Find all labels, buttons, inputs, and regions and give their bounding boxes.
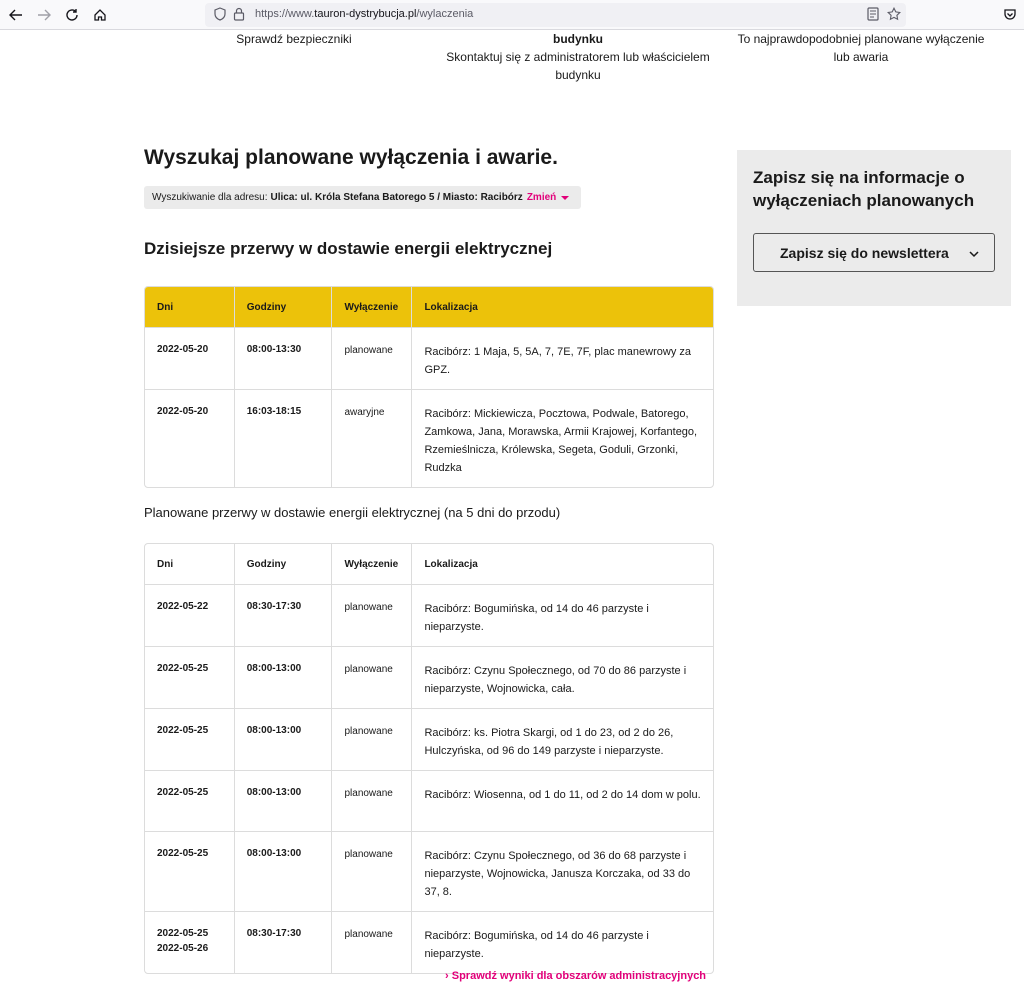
table-row	[145, 709, 713, 771]
row-type: awaryjne	[332, 390, 412, 487]
row-date: 2022-05-25	[145, 647, 235, 709]
chevron-right-icon: ›	[445, 970, 449, 982]
lock-icon[interactable]	[233, 7, 245, 26]
col-header-days: Dni	[145, 287, 235, 328]
row-date: 2022-05-25	[145, 832, 235, 912]
row-hours: 08:00-13:00	[235, 771, 333, 832]
url-text[interactable]: https://www.tauron-dystrybucja.pl/wylaczenia	[255, 8, 474, 20]
admin-areas-link-label: Sprawdź wyniki dla obszarów administracyjnych	[451, 970, 707, 982]
chevron-down-icon	[968, 247, 980, 265]
row-location: Racibórz: 1 Maja, 5, 5A, 7, 7E, 7F, plac manewrowy za GPZ.	[412, 328, 713, 390]
admin-areas-link[interactable]	[445, 970, 706, 982]
pocket-icon[interactable]	[1000, 5, 1020, 25]
reload-icon[interactable]	[62, 5, 82, 25]
planned-outages-title: Planowane przerwy w dostawie energii elektrycznej (na 5 dni do przodu)	[144, 505, 561, 520]
row-hours: 08:00-13:30	[235, 328, 333, 390]
row-type: planowane	[332, 585, 412, 647]
row-hours: 08:00-13:00	[235, 832, 333, 912]
row-date-start: 2022-05-25	[157, 928, 209, 939]
bookmark-star-icon[interactable]	[887, 7, 901, 26]
today-outages-title: Dzisiejsze przerwy w dostawie energii elektrycznej	[144, 239, 553, 258]
forward-icon[interactable]	[34, 5, 54, 25]
row-type: planowane	[332, 709, 412, 771]
address-filter	[144, 186, 581, 209]
table-header-row	[145, 544, 713, 585]
top-snippet-planned-outage: To najprawdopodobniej planowane wyłączenie lub awaria	[737, 32, 985, 64]
caret-down-icon[interactable]	[561, 196, 569, 200]
row-date: 2022-05-25	[145, 771, 235, 832]
row-location: Racibórz: ks. Piotra Skargi, od 1 do 23, od 2 do 26, Hulczyńska, od 96 do 149 parzyste i nieparzyste.	[412, 709, 713, 771]
row-hours: 08:00-13:00	[235, 647, 333, 709]
row-location: Racibórz: Wiosenna, od 1 do 11, od 2 do 14 dom w polu.	[412, 771, 713, 832]
newsletter-button[interactable]	[753, 233, 995, 272]
address-label: Wyszukiwanie dla adresu:	[152, 192, 268, 203]
table-row	[145, 912, 713, 973]
address-value: Ulica: ul. Króla Stefana Batorego 5 / Miasto: Racibórz	[270, 192, 523, 203]
change-address-link[interactable]: Zmień	[526, 192, 557, 203]
table-row	[145, 771, 713, 832]
reader-view-icon[interactable]	[867, 7, 879, 26]
planned-outages-table	[144, 543, 714, 974]
row-date: 2022-05-20	[145, 390, 235, 487]
page-title: Wyszukaj planowane wyłączenia i awarie.	[144, 146, 558, 169]
back-icon[interactable]	[6, 5, 26, 25]
row-hours: 08:00-13:00	[235, 709, 333, 771]
col-header-location: Lokalizacja	[412, 287, 713, 328]
col-header-location: Lokalizacja	[412, 544, 713, 585]
col-header-hours: Godziny	[235, 544, 333, 585]
table-header-row	[145, 287, 713, 328]
row-hours: 08:30-17:30	[235, 912, 333, 973]
home-icon[interactable]	[90, 5, 110, 25]
row-type: planowane	[332, 647, 412, 709]
row-location: Racibórz: Mickiewicza, Pocztowa, Podwale, Batorego, Zamkowa, Jana, Morawska, Armii Krajowej, Korfantego, Rzemieślnicza, Królewska, Segeta, Goduli, Grzonki, Rudzka	[424, 408, 698, 474]
table-row	[145, 832, 713, 912]
row-date: 2022-05-25	[145, 709, 235, 771]
table-row	[145, 390, 713, 487]
url-bar[interactable]	[205, 3, 906, 27]
col-header-outage: Wyłączenie	[332, 287, 412, 328]
col-header-outage: Wyłączenie	[332, 544, 412, 585]
row-type: planowane	[332, 832, 412, 912]
row-location: Racibórz: Czynu Społecznego, od 36 do 68 parzyste i nieparzyste, Wojnowicka, Janusza Korczaka, od 33 do 37, 8.	[412, 832, 713, 912]
today-outages-table	[144, 286, 714, 488]
table-row	[145, 585, 713, 647]
top-snippet-text: Skontaktuj się z administratorem lub właścicielem budynku	[446, 50, 710, 82]
shield-icon[interactable]	[213, 7, 227, 26]
row-hours: 08:30-17:30	[235, 585, 333, 647]
row-date	[145, 912, 235, 973]
row-date: 2022-05-22	[145, 585, 235, 647]
table-row	[145, 328, 713, 390]
col-header-days: Dni	[145, 544, 235, 585]
newsletter-title: Zapisz się na informacje o wyłączeniach planowanych	[753, 168, 975, 210]
browser-toolbar	[0, 0, 1024, 30]
newsletter-panel	[737, 150, 1011, 306]
row-location: Racibórz: Bogumińska, od 14 do 46 parzyste i nieparzyste.	[424, 930, 649, 960]
row-hours: 16:03-18:15	[235, 390, 333, 487]
row-type: planowane	[332, 771, 412, 832]
row-location: Racibórz: Czynu Społecznego, od 70 do 86 parzyste i nieparzyste, Wojnowicka, cała.	[412, 647, 713, 709]
col-header-hours: Godziny	[235, 287, 333, 328]
row-type: planowane	[332, 912, 412, 973]
top-snippet-contact-admin	[440, 30, 716, 84]
table-row	[145, 647, 713, 709]
row-date-end: 2022-05-26	[157, 943, 209, 954]
top-snippet-bold: budynku	[553, 32, 603, 46]
top-snippet-check-fuses: Sprawdź bezpieczniki	[236, 32, 352, 46]
newsletter-button-label: Zapisz się do newslettera	[780, 244, 949, 261]
row-date: 2022-05-20	[145, 328, 235, 390]
row-type: planowane	[332, 328, 412, 390]
row-location: Racibórz: Bogumińska, od 14 do 46 parzyste i nieparzyste.	[412, 585, 713, 647]
